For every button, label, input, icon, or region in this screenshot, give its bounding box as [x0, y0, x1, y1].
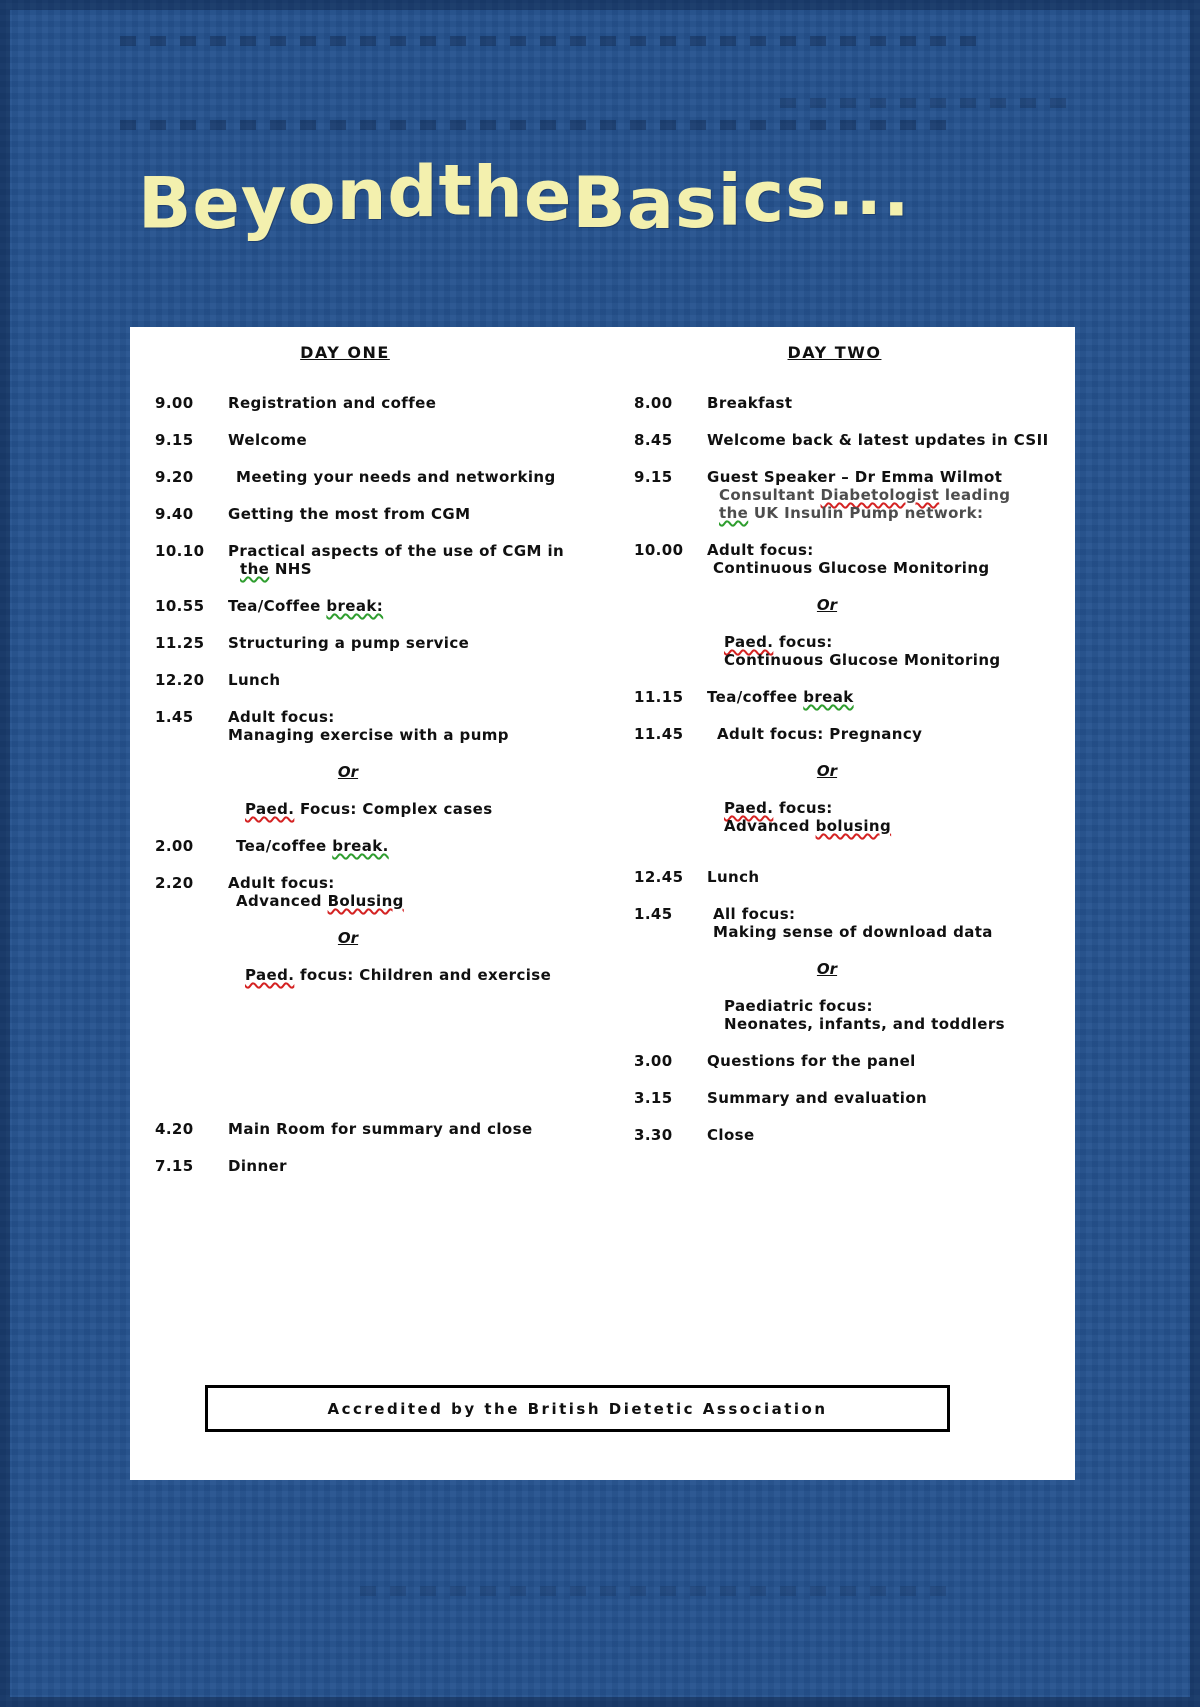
text-segment: Paed.	[724, 633, 774, 651]
text-segment: break	[803, 688, 854, 706]
schedule-line	[228, 431, 575, 449]
text-segment: Practical aspects of the use of CGM in	[228, 542, 565, 560]
text-segment: Paed.	[724, 799, 774, 817]
text-segment: Continuous Glucose Monitoring	[713, 559, 990, 577]
schedule-line	[707, 725, 1075, 743]
schedule-line	[228, 1157, 575, 1175]
doc-title-char: B	[572, 161, 627, 244]
alternative-session	[245, 966, 575, 984]
time-label: 7.15	[155, 1157, 194, 1175]
doc-title-char: a	[626, 163, 675, 245]
text-segment: Registration and coffee	[228, 394, 437, 412]
schedule-row	[155, 874, 575, 910]
doc-title-char: .	[827, 149, 856, 232]
doc-title-char: e	[192, 162, 241, 245]
schedule-row	[155, 708, 575, 744]
doc-title-char: o	[287, 158, 337, 240]
text-segment: break:	[326, 597, 384, 615]
or-separator: Or	[337, 929, 359, 947]
text-segment: Adult focus:	[707, 541, 814, 559]
schedule-row	[155, 542, 575, 578]
doc-title-char: y	[240, 161, 288, 244]
doc-title-char: s	[674, 162, 718, 245]
time-label: 9.15	[155, 431, 194, 449]
day-two-items	[634, 394, 1075, 1144]
schedule-line	[724, 633, 1075, 651]
scan-artifact-strip	[360, 1586, 960, 1596]
schedule-line	[228, 892, 575, 910]
doc-title-char: i	[717, 159, 743, 242]
scan-artifact-strip	[120, 120, 960, 130]
time-label: 1.45	[634, 905, 673, 923]
text-segment: Advanced	[236, 892, 328, 910]
time-label: 4.20	[155, 1120, 194, 1138]
time-label: 9.15	[634, 468, 673, 486]
text-segment: Dinner	[228, 1157, 287, 1175]
schedule-line	[724, 817, 1075, 835]
text-segment: Adult focus:	[228, 708, 335, 726]
doc-title	[138, 149, 1038, 245]
session-description	[228, 1120, 575, 1138]
schedule-line	[228, 394, 575, 412]
schedule-row	[155, 597, 575, 615]
schedule-row	[634, 541, 1075, 577]
session-description	[707, 868, 1075, 886]
doc-title-char: d	[387, 150, 439, 233]
session-description	[707, 394, 1075, 412]
text-segment: Structuring a pump service	[228, 634, 470, 652]
text-segment: leading	[939, 486, 1011, 504]
schedule-row	[155, 468, 575, 486]
time-label: 9.40	[155, 505, 194, 523]
schedule-line	[228, 874, 575, 892]
schedule-row	[155, 837, 575, 855]
doc-title-char: e	[523, 155, 573, 238]
text-segment: All focus:	[713, 905, 796, 923]
day-one-header: DAY ONE	[300, 343, 390, 362]
schedule-line	[228, 542, 575, 560]
text-segment: Welcome	[228, 431, 308, 449]
day-two-column	[575, 327, 1075, 1194]
time-label: 9.00	[155, 394, 194, 412]
session-description	[228, 634, 575, 652]
text-segment: Focus: Complex cases	[294, 800, 493, 818]
schedule-line	[228, 560, 575, 578]
text-segment: Getting the most from CGM	[228, 505, 471, 523]
doc-title-char: c	[742, 155, 786, 238]
schedule-row	[634, 1126, 1075, 1144]
text-segment: Tea/Coffee	[228, 597, 327, 615]
schedule-row	[634, 431, 1075, 449]
schedule-line	[724, 799, 1075, 817]
schedule-line	[707, 559, 1075, 577]
time-label: 2.00	[155, 837, 194, 855]
schedule-row	[634, 1052, 1075, 1070]
or-separator: Or	[816, 960, 838, 978]
doc-title-char: n	[336, 154, 388, 237]
schedule-line	[724, 997, 1075, 1015]
doc-title-char: t	[438, 149, 473, 232]
text-segment: break.	[332, 837, 389, 855]
doc-title-char: B	[138, 162, 193, 245]
time-label: 2.20	[155, 874, 194, 892]
time-label: 3.15	[634, 1089, 673, 1107]
text-segment: Consultant	[719, 486, 821, 504]
session-description	[707, 431, 1075, 449]
accreditation-text: Accredited by the British Dietetic Association	[327, 1399, 828, 1418]
text-segment: Adult focus: Pregnancy	[717, 725, 923, 743]
day-one-items	[155, 394, 575, 1175]
schedule-line	[707, 1052, 1075, 1070]
text-segment: Diabetologist	[820, 486, 940, 504]
text-segment: Adult focus:	[228, 874, 335, 892]
schedule-row	[634, 1089, 1075, 1107]
text-segment: Paediatric focus:	[724, 997, 873, 1015]
text-segment: focus:	[773, 633, 833, 651]
schedule-line	[245, 800, 575, 818]
schedule-line	[707, 1089, 1075, 1107]
schedule-line	[707, 905, 1075, 923]
text-segment: Guest Speaker – Dr Emma Wilmot	[707, 468, 1003, 486]
accreditation-box	[205, 1385, 950, 1432]
text-segment: Tea/coffee	[236, 837, 333, 855]
alternative-session	[724, 799, 1075, 835]
session-description	[228, 505, 575, 523]
schedule-row	[155, 505, 575, 523]
schedule-line	[228, 708, 575, 726]
text-segment: Breakfast	[707, 394, 793, 412]
text-segment: Neonates, infants, and toddlers	[724, 1015, 1005, 1033]
session-description	[707, 905, 1075, 941]
schedule-line	[245, 966, 575, 984]
time-label: 3.00	[634, 1052, 673, 1070]
text-segment: NHS	[269, 560, 312, 578]
session-description	[707, 1052, 1075, 1070]
schedule-line	[707, 394, 1075, 412]
session-description	[228, 671, 575, 689]
session-description	[228, 394, 575, 412]
text-segment: Summary and evaluation	[707, 1089, 928, 1107]
schedule-row	[155, 431, 575, 449]
time-label: 11.45	[634, 725, 684, 743]
schedule-row	[634, 868, 1075, 886]
schedule-row	[634, 394, 1075, 412]
time-label: 3.30	[634, 1126, 673, 1144]
agenda-columns	[130, 327, 1075, 1194]
session-description	[707, 1089, 1075, 1107]
text-segment: focus:	[773, 799, 833, 817]
text-segment: bolusing	[815, 817, 892, 835]
text-segment: UK Insulin Pump network:	[748, 504, 984, 522]
schedule-line	[228, 597, 575, 615]
text-segment: the	[719, 504, 749, 522]
time-label: 11.25	[155, 634, 205, 652]
text-segment: Lunch	[707, 868, 760, 886]
schedule-line	[707, 868, 1075, 886]
scan-artifact-strip	[780, 98, 1080, 108]
schedule-line	[228, 634, 575, 652]
day-two-header: DAY TWO	[787, 343, 882, 362]
doc-title-char: s	[785, 152, 828, 235]
schedule-line	[707, 1126, 1075, 1144]
schedule-line	[707, 468, 1075, 486]
schedule-line	[707, 431, 1075, 449]
schedule-row	[634, 905, 1075, 941]
schedule-line	[724, 651, 1075, 669]
schedule-row	[155, 1120, 575, 1138]
session-description	[228, 597, 575, 615]
session-description	[707, 468, 1075, 522]
time-label: 1.45	[155, 708, 194, 726]
schedule-line	[707, 923, 1075, 941]
session-description	[228, 468, 575, 486]
session-description	[707, 688, 1075, 706]
time-label: 9.20	[155, 468, 194, 486]
text-segment: Close	[707, 1126, 755, 1144]
alternative-session	[724, 633, 1075, 669]
doc-title-char: h	[473, 151, 524, 234]
text-segment: Questions for the panel	[707, 1052, 916, 1070]
text-segment: Managing exercise with a pump	[228, 726, 509, 744]
alternative-session	[245, 800, 575, 818]
text-segment: Paed.	[245, 966, 295, 984]
text-segment: Paed.	[245, 800, 295, 818]
session-description	[228, 837, 575, 855]
or-separator: Or	[337, 763, 359, 781]
schedule-row	[155, 394, 575, 412]
or-separator: Or	[816, 596, 838, 614]
text-segment: Meeting your needs and networking	[236, 468, 556, 486]
schedule-row	[634, 688, 1075, 706]
doc-title-char: .	[882, 150, 911, 233]
text-segment: focus: Children and exercise	[294, 966, 552, 984]
schedule-line	[228, 671, 575, 689]
time-label: 10.55	[155, 597, 205, 615]
session-description	[707, 725, 1075, 743]
session-description	[228, 708, 575, 744]
session-description	[707, 541, 1075, 577]
text-segment: Making sense of download data	[713, 923, 993, 941]
time-label: 12.45	[634, 868, 684, 886]
day-one-column	[130, 327, 575, 1194]
session-description	[228, 874, 575, 910]
schedule-row	[634, 725, 1075, 743]
or-separator: Or	[816, 762, 838, 780]
schedule-line	[228, 468, 575, 486]
time-label: 11.15	[634, 688, 684, 706]
time-label: 10.00	[634, 541, 684, 559]
time-label: 12.20	[155, 671, 205, 689]
time-label: 10.10	[155, 542, 205, 560]
doc-title-char: .	[855, 149, 883, 231]
schedule-line	[707, 504, 1075, 522]
schedule-line	[228, 505, 575, 523]
text-segment: Continuous Glucose Monitoring	[724, 651, 1001, 669]
time-label: 8.45	[634, 431, 673, 449]
schedule-row	[155, 1157, 575, 1175]
schedule-line	[707, 486, 1075, 504]
schedule-line	[228, 837, 575, 855]
schedule-line	[707, 541, 1075, 559]
time-label: 8.00	[634, 394, 673, 412]
schedule-line	[228, 1120, 575, 1138]
session-description	[228, 542, 575, 578]
text-segment: Welcome back & latest updates in CSII	[707, 431, 1049, 449]
alternative-session	[724, 997, 1075, 1033]
text-segment: Lunch	[228, 671, 281, 689]
text-segment: Tea/coffee	[707, 688, 804, 706]
schedule-line	[707, 688, 1075, 706]
text-segment: Bolusing	[327, 892, 404, 910]
schedule-row	[155, 671, 575, 689]
schedule-row	[155, 634, 575, 652]
schedule-line	[724, 1015, 1075, 1033]
agenda-page	[130, 327, 1075, 1480]
scan-artifact-strip	[120, 36, 980, 46]
text-segment: Advanced	[724, 817, 816, 835]
schedule-row	[634, 468, 1075, 522]
session-description	[707, 1126, 1075, 1144]
text-segment: the	[240, 560, 270, 578]
text-segment: Main Room for summary and close	[228, 1120, 533, 1138]
session-description	[228, 1157, 575, 1175]
schedule-line	[228, 726, 575, 744]
session-description	[228, 431, 575, 449]
